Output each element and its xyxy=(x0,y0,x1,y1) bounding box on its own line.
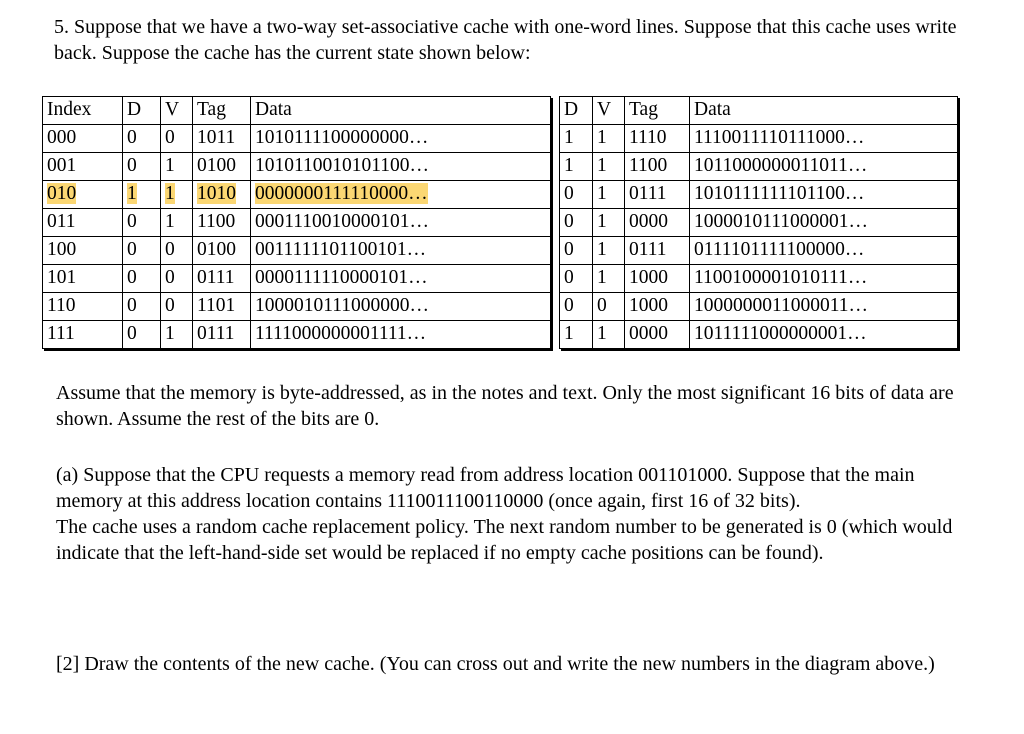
table-header-row xyxy=(560,97,958,125)
index-value: 000 xyxy=(47,127,77,148)
table-row xyxy=(43,209,551,237)
header-valid: V xyxy=(161,97,193,125)
dirty-cell xyxy=(560,209,593,237)
data-value: 1110011110111000… xyxy=(694,127,865,148)
dirty-cell xyxy=(123,293,161,321)
valid-cell xyxy=(161,209,193,237)
data-cell xyxy=(251,209,551,237)
dirty-cell xyxy=(560,321,593,349)
tag-cell xyxy=(625,265,690,293)
table-row xyxy=(560,209,958,237)
dirty-value: 0 xyxy=(564,239,574,260)
table-row xyxy=(560,265,958,293)
table-row xyxy=(560,125,958,153)
tag-cell xyxy=(625,181,690,209)
part-2-instruction: [2] Draw the contents of the new cache. (You can cross out and write the new numbers in the diagram above.) xyxy=(56,653,935,675)
dirty-value: 0 xyxy=(127,127,137,148)
index-value: 110 xyxy=(47,295,76,316)
valid-cell xyxy=(593,209,625,237)
dirty-value: 1 xyxy=(564,323,574,344)
index-cell xyxy=(43,293,123,321)
data-cell xyxy=(251,265,551,293)
tag-cell xyxy=(193,237,251,265)
dirty-cell xyxy=(560,153,593,181)
tag-cell xyxy=(625,153,690,181)
table-row xyxy=(43,153,551,181)
table-row xyxy=(560,237,958,265)
assumption-text: Assume that the memory is byte-addressed, as in the notes and text. Only the most significant 16 bits of data are shown. Assume the rest of the bits are 0. xyxy=(56,382,954,430)
tag-cell xyxy=(193,181,251,209)
tag-cell xyxy=(193,293,251,321)
data-cell xyxy=(690,209,958,237)
data-value: 0011111101100101… xyxy=(255,239,427,260)
index-value: 100 xyxy=(47,239,77,260)
index-cell xyxy=(43,321,123,349)
dirty-cell xyxy=(560,265,593,293)
valid-cell xyxy=(161,125,193,153)
valid-cell xyxy=(161,293,193,321)
valid-value: 1 xyxy=(597,267,607,288)
index-cell xyxy=(43,237,123,265)
data-value: 1000010111000000… xyxy=(255,295,430,316)
data-value: 0000000111110000… xyxy=(255,183,428,204)
tag-cell xyxy=(625,125,690,153)
data-cell xyxy=(251,237,551,265)
valid-value: 1 xyxy=(165,323,175,344)
tag-value: 0111 xyxy=(197,323,235,344)
tag-value: 1011 xyxy=(197,127,236,148)
data-value: 0001110010000101… xyxy=(255,211,430,232)
table-row xyxy=(43,237,551,265)
index-value: 111 xyxy=(47,323,75,344)
valid-cell xyxy=(593,153,625,181)
dirty-cell xyxy=(123,209,161,237)
table-row xyxy=(560,321,958,349)
valid-cell xyxy=(593,265,625,293)
valid-cell xyxy=(161,237,193,265)
data-value: 1011111000000001… xyxy=(694,323,867,344)
data-cell xyxy=(690,265,958,293)
valid-value: 1 xyxy=(165,155,175,176)
data-cell xyxy=(690,293,958,321)
table-row xyxy=(560,293,958,321)
tag-value: 1110 xyxy=(629,127,667,148)
data-cell xyxy=(251,153,551,181)
cache-table-left-set xyxy=(42,96,551,349)
valid-value: 0 xyxy=(165,295,175,316)
index-cell xyxy=(43,209,123,237)
tag-value: 1000 xyxy=(629,267,668,288)
index-cell xyxy=(43,153,123,181)
index-value: 011 xyxy=(47,211,76,232)
dirty-cell xyxy=(560,293,593,321)
dirty-value: 0 xyxy=(564,183,574,204)
dirty-value: 0 xyxy=(564,211,574,232)
header-data: Data xyxy=(690,97,958,125)
dirty-cell xyxy=(123,181,161,209)
valid-value: 1 xyxy=(597,211,607,232)
tag-value: 0000 xyxy=(629,323,668,344)
dirty-value: 0 xyxy=(127,155,137,176)
dirty-value: 1 xyxy=(127,183,137,204)
dirty-value: 1 xyxy=(564,155,574,176)
dirty-value: 0 xyxy=(564,267,574,288)
valid-cell xyxy=(593,125,625,153)
index-cell xyxy=(43,265,123,293)
valid-cell xyxy=(161,321,193,349)
right-table-body xyxy=(560,125,958,349)
data-cell xyxy=(690,153,958,181)
left-table-body xyxy=(43,125,551,349)
valid-value: 0 xyxy=(597,295,607,316)
tag-value: 0111 xyxy=(629,183,667,204)
valid-cell xyxy=(161,181,193,209)
valid-value: 1 xyxy=(597,239,607,260)
index-cell xyxy=(43,181,123,209)
tag-value: 0111 xyxy=(629,239,667,260)
valid-cell xyxy=(593,237,625,265)
question-intro: 5. Suppose that we have a two-way set-associative cache with one-word lines. Suppose that this cache uses write back. Suppose the cache has the current state shown below: xyxy=(54,16,957,64)
tag-cell xyxy=(625,237,690,265)
header-tag: Tag xyxy=(625,97,690,125)
data-value: 1111000000001111… xyxy=(255,323,427,344)
index-cell xyxy=(43,125,123,153)
data-cell xyxy=(251,181,551,209)
valid-value: 1 xyxy=(597,323,607,344)
tag-value: 1000 xyxy=(629,295,668,316)
valid-value: 1 xyxy=(597,127,607,148)
table-row xyxy=(43,293,551,321)
dirty-cell xyxy=(123,153,161,181)
tag-value: 0000 xyxy=(629,211,668,232)
valid-cell xyxy=(593,293,625,321)
tag-value: 0100 xyxy=(197,239,236,260)
data-value: 1100100001010111… xyxy=(694,267,868,288)
table-row xyxy=(43,265,551,293)
tag-cell xyxy=(193,153,251,181)
header-dirty: D xyxy=(560,97,593,125)
valid-cell xyxy=(593,321,625,349)
data-value: 1010111111101100… xyxy=(694,183,865,204)
data-value: 1000000011000011… xyxy=(694,295,869,316)
dirty-value: 0 xyxy=(127,239,137,260)
tag-cell xyxy=(625,209,690,237)
header-index: Index xyxy=(43,97,123,125)
dirty-value: 0 xyxy=(127,323,137,344)
valid-value: 1 xyxy=(165,183,175,204)
data-cell xyxy=(251,293,551,321)
dirty-cell xyxy=(560,181,593,209)
valid-value: 1 xyxy=(597,155,607,176)
valid-cell xyxy=(161,265,193,293)
dirty-value: 0 xyxy=(127,267,137,288)
data-value: 0000111110000101… xyxy=(255,267,428,288)
table-row xyxy=(560,181,958,209)
header-valid: V xyxy=(593,97,625,125)
tag-value: 0111 xyxy=(197,267,235,288)
tag-cell xyxy=(625,321,690,349)
dirty-cell xyxy=(560,237,593,265)
valid-value: 0 xyxy=(165,127,175,148)
table-row xyxy=(43,181,551,209)
tag-value: 1100 xyxy=(629,155,668,176)
data-cell xyxy=(251,125,551,153)
table-header-row xyxy=(43,97,551,125)
dirty-cell xyxy=(123,321,161,349)
data-value: 1011000000011011… xyxy=(694,155,868,176)
tag-value: 1101 xyxy=(197,295,236,316)
tag-cell xyxy=(193,125,251,153)
dirty-cell xyxy=(123,237,161,265)
tag-cell xyxy=(193,265,251,293)
data-value: 1000010111000001… xyxy=(694,211,869,232)
valid-value: 0 xyxy=(165,239,175,260)
dirty-value: 0 xyxy=(127,211,137,232)
data-value: 0111101111100000… xyxy=(694,239,865,260)
tag-cell xyxy=(193,209,251,237)
header-dirty: D xyxy=(123,97,161,125)
dirty-value: 0 xyxy=(564,295,574,316)
data-value: 1010111100000000… xyxy=(255,127,429,148)
valid-value: 1 xyxy=(165,211,175,232)
cache-table-right-set xyxy=(559,96,958,349)
tag-value: 0100 xyxy=(197,155,236,176)
index-value: 101 xyxy=(47,267,77,288)
data-cell xyxy=(690,181,958,209)
tag-cell xyxy=(625,293,690,321)
data-cell xyxy=(690,321,958,349)
valid-value: 0 xyxy=(165,267,175,288)
valid-cell xyxy=(593,181,625,209)
table-row xyxy=(43,125,551,153)
data-value: 1010110010101100… xyxy=(255,155,430,176)
dirty-cell xyxy=(560,125,593,153)
dirty-value: 0 xyxy=(127,295,137,316)
data-cell xyxy=(251,321,551,349)
table-row xyxy=(560,153,958,181)
dirty-value: 1 xyxy=(564,127,574,148)
part-a-replacement-policy: The cache uses a random cache replacement policy. The next random number to be generated is 0 (which would indicate that the left-hand-side set would be replaced if no empty cache positions can be found). xyxy=(56,516,953,564)
part-a-text xyxy=(56,462,986,566)
data-cell xyxy=(690,237,958,265)
valid-value: 1 xyxy=(597,183,607,204)
dirty-cell xyxy=(123,265,161,293)
tag-cell xyxy=(193,321,251,349)
data-cell xyxy=(690,125,958,153)
valid-cell xyxy=(161,153,193,181)
header-tag: Tag xyxy=(193,97,251,125)
header-data: Data xyxy=(251,97,551,125)
dirty-cell xyxy=(123,125,161,153)
index-value: 010 xyxy=(47,183,77,204)
tag-value: 1100 xyxy=(197,211,236,232)
table-row xyxy=(43,321,551,349)
part-a-request: (a) Suppose that the CPU requests a memory read from address location 001101000. Suppose that the main memory at this address location contains 1110011100110000 (once again, first 16 of 32 bits). xyxy=(56,464,915,512)
index-value: 001 xyxy=(47,155,77,176)
tag-value: 1010 xyxy=(197,183,236,204)
